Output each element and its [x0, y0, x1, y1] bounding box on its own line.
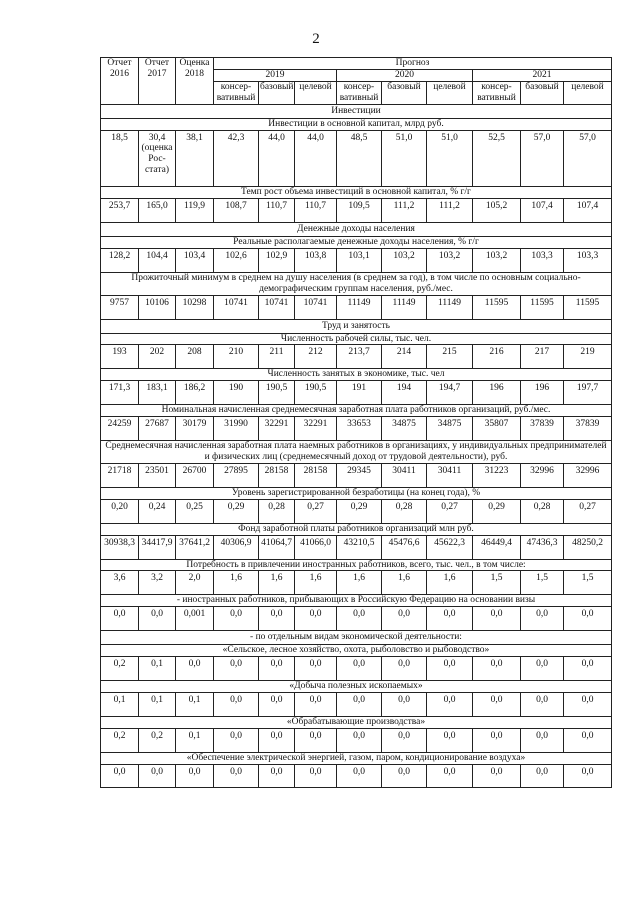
value-cell: 0,0	[214, 692, 259, 716]
value-cell: 41066,0	[295, 535, 337, 559]
value-cell: 1,5	[521, 571, 564, 595]
value-cell: 0,0	[337, 728, 382, 752]
value-cell: 0,0	[382, 764, 427, 788]
value-cell: 0,20	[101, 499, 139, 523]
value-cell: 28158	[295, 463, 337, 487]
value-cell: 0,2	[101, 657, 139, 681]
value-cell: 0,0	[139, 764, 176, 788]
value-cell: 52,5	[473, 130, 521, 187]
value-cell: 0,0	[295, 607, 337, 631]
indicator-label-row	[101, 595, 612, 607]
value-cell: 0,0	[427, 728, 473, 752]
value-cell: 109,5	[337, 199, 382, 223]
table-row	[101, 499, 612, 523]
indicator-label-row	[101, 333, 612, 345]
value-cell: 26700	[176, 463, 214, 487]
value-cell: 219	[564, 345, 612, 369]
value-cell: 128,2	[101, 248, 139, 272]
value-cell: 186,2	[176, 381, 214, 405]
value-cell: 0,0	[259, 692, 295, 716]
table-row	[101, 571, 612, 595]
value-cell: 165,0	[139, 199, 176, 223]
indicator-label-row	[101, 272, 612, 295]
header-variant-target: целевой	[295, 81, 337, 104]
header-variant-target: целевой	[564, 81, 612, 104]
value-cell: 0,0	[382, 692, 427, 716]
value-cell: 0,0	[564, 764, 612, 788]
value-cell: 0,0	[427, 692, 473, 716]
value-cell: 212	[295, 345, 337, 369]
value-cell: 215	[427, 345, 473, 369]
value-cell: 0,29	[473, 499, 521, 523]
value-cell: 11149	[337, 295, 382, 319]
indicator-label-row	[101, 187, 612, 199]
value-cell: 0,28	[382, 499, 427, 523]
value-cell: 11595	[564, 295, 612, 319]
value-cell: 0,0	[337, 692, 382, 716]
value-cell: 30938,3	[101, 535, 139, 559]
value-cell: 10298	[176, 295, 214, 319]
value-cell: 10106	[139, 295, 176, 319]
value-cell: 30179	[176, 417, 214, 441]
value-cell: 190,5	[295, 381, 337, 405]
value-cell: 0,27	[564, 499, 612, 523]
value-cell: 194,7	[427, 381, 473, 405]
value-cell: 37641,2	[176, 535, 214, 559]
value-cell: 0,2	[101, 728, 139, 752]
value-cell: 103,3	[521, 248, 564, 272]
section-row	[101, 631, 612, 645]
indicator-label-row	[101, 752, 612, 764]
value-cell: 51,0	[427, 130, 473, 187]
value-cell: 1,5	[473, 571, 521, 595]
value-cell: 21718	[101, 463, 139, 487]
value-cell: 0,0	[521, 728, 564, 752]
value-cell: 10741	[214, 295, 259, 319]
value-cell: 191	[337, 381, 382, 405]
header-year-2021: 2021	[473, 69, 612, 81]
table-row	[101, 295, 612, 319]
value-cell: 11595	[473, 295, 521, 319]
value-cell: 0,27	[295, 499, 337, 523]
value-cell: 46449,4	[473, 535, 521, 559]
indicator-label-row	[101, 236, 612, 248]
indicator-label-row	[101, 118, 612, 130]
section-title: - по отдельным видам экономической деятельности:	[101, 631, 612, 645]
table-row	[101, 764, 612, 788]
indicator-label: Прожиточный минимум в среднем на душу населения (в среднем за год), в том числе по основным социально-демографическим группам населения, руб./мес.	[101, 272, 612, 295]
page-number: 2	[312, 31, 320, 47]
value-cell: 3,2	[139, 571, 176, 595]
value-cell: 51,0	[382, 130, 427, 187]
value-cell: 0,0	[176, 657, 214, 681]
value-cell: 0,0	[139, 607, 176, 631]
indicator-label: - иностранных работников, прибывающих в Российскую Федерацию на основании визы	[101, 595, 612, 607]
value-cell: 110,7	[295, 199, 337, 223]
section-title: Труд и занятость	[101, 319, 612, 333]
value-cell: 253,7	[101, 199, 139, 223]
section-row	[101, 319, 612, 333]
table-row	[101, 657, 612, 681]
value-cell: 0,0	[259, 728, 295, 752]
value-cell: 1,6	[295, 571, 337, 595]
value-cell: 0,0	[295, 764, 337, 788]
value-cell: 0,24	[139, 499, 176, 523]
section-row	[101, 223, 612, 237]
indicator-label: Номинальная начисленная среднемесячная заработная плата работников организаций, руб./мес.	[101, 405, 612, 417]
value-cell: 42,3	[214, 130, 259, 187]
table-body	[101, 104, 612, 788]
value-cell: 0,0	[521, 657, 564, 681]
value-cell: 103,8	[295, 248, 337, 272]
table-header	[101, 58, 612, 105]
value-cell: 33653	[337, 417, 382, 441]
header-year-2019: 2019	[214, 69, 337, 81]
value-cell: 0,1	[139, 692, 176, 716]
value-cell: 0,1	[176, 728, 214, 752]
value-cell: 193	[101, 345, 139, 369]
value-cell: 57,0	[521, 130, 564, 187]
value-cell: 0,0	[473, 657, 521, 681]
value-cell: 108,7	[214, 199, 259, 223]
value-cell: 110,7	[259, 199, 295, 223]
value-cell: 103,1	[337, 248, 382, 272]
indicator-label-row	[101, 716, 612, 728]
value-cell: 190,5	[259, 381, 295, 405]
header-col-2016: Отчет 2016	[101, 58, 139, 105]
value-cell: 31990	[214, 417, 259, 441]
value-cell: 10741	[259, 295, 295, 319]
value-cell: 35807	[473, 417, 521, 441]
value-cell: 0,0	[259, 607, 295, 631]
value-cell: 214	[382, 345, 427, 369]
value-cell: 0,1	[139, 657, 176, 681]
value-cell: 0,0	[473, 607, 521, 631]
value-cell: 30411	[427, 463, 473, 487]
indicator-label: Численность занятых в экономике, тыс. чел	[101, 369, 612, 381]
indicator-label-row	[101, 487, 612, 499]
value-cell: 45476,6	[382, 535, 427, 559]
value-cell: 0,0	[295, 728, 337, 752]
value-cell: 1,6	[427, 571, 473, 595]
value-cell: 11149	[427, 295, 473, 319]
value-cell: 27895	[214, 463, 259, 487]
indicator-label: «Обеспечение электрической энергией, газом, паром, кондиционирование воздуха»	[101, 752, 612, 764]
value-cell: 0,2	[139, 728, 176, 752]
value-cell: 28158	[259, 463, 295, 487]
value-cell: 103,3	[564, 248, 612, 272]
value-cell: 107,4	[564, 199, 612, 223]
value-cell: 24259	[101, 417, 139, 441]
value-cell: 103,4	[176, 248, 214, 272]
value-cell: 111,2	[382, 199, 427, 223]
indicator-label-row	[101, 441, 612, 464]
value-cell: 0,0	[295, 692, 337, 716]
value-cell: 0,0	[214, 657, 259, 681]
value-cell: 0,0	[564, 692, 612, 716]
value-cell: 41064,7	[259, 535, 295, 559]
value-cell: 103,2	[473, 248, 521, 272]
value-cell: 38,1	[176, 130, 214, 187]
value-cell: 103,2	[382, 248, 427, 272]
header-variant-conservative: консер-вативный	[214, 81, 259, 104]
value-cell: 0,0	[473, 764, 521, 788]
table-row	[101, 381, 612, 405]
value-cell: 27687	[139, 417, 176, 441]
value-cell: 0,0	[259, 657, 295, 681]
value-cell: 10741	[295, 295, 337, 319]
value-cell: 196	[473, 381, 521, 405]
header-variant-conservative: консер-вативный	[337, 81, 382, 104]
value-cell: 107,4	[521, 199, 564, 223]
value-cell: 0,0	[337, 764, 382, 788]
value-cell: 0,0	[521, 607, 564, 631]
value-cell: 0,0	[176, 764, 214, 788]
indicator-label: Темп рост объема инвестиций в основной капитал, % г/г	[101, 187, 612, 199]
header-variant-base: базовый	[259, 81, 295, 104]
value-cell: 0,0	[564, 607, 612, 631]
header-col-2018: Оценка 2018	[176, 58, 214, 105]
value-cell: 1,6	[259, 571, 295, 595]
value-cell: 30,4 (оценка Рос-стата)	[139, 130, 176, 187]
value-cell: 216	[473, 345, 521, 369]
value-cell: 40306,9	[214, 535, 259, 559]
value-cell: 11149	[382, 295, 427, 319]
indicator-label-row	[101, 559, 612, 571]
value-cell: 29345	[337, 463, 382, 487]
value-cell: 197,7	[564, 381, 612, 405]
value-cell: 0,0	[295, 657, 337, 681]
value-cell: 183,1	[139, 381, 176, 405]
header-variant-target: целевой	[427, 81, 473, 104]
value-cell: 34875	[427, 417, 473, 441]
value-cell: 211	[259, 345, 295, 369]
value-cell: 190	[214, 381, 259, 405]
value-cell: 0,0	[473, 728, 521, 752]
header-forecast: Прогноз	[214, 58, 612, 70]
value-cell: 44,0	[295, 130, 337, 187]
indicator-label-row	[101, 405, 612, 417]
table-row	[101, 535, 612, 559]
table-row	[101, 692, 612, 716]
indicator-label: Реальные располагаемые денежные доходы населения, % г/г	[101, 236, 612, 248]
value-cell: 102,9	[259, 248, 295, 272]
indicator-label: Численность рабочей силы, тыс. чел.	[101, 333, 612, 345]
value-cell: 0,0	[101, 607, 139, 631]
value-cell: 0,0	[337, 607, 382, 631]
value-cell: 23501	[139, 463, 176, 487]
table-row	[101, 199, 612, 223]
value-cell: 44,0	[259, 130, 295, 187]
value-cell: 1,6	[382, 571, 427, 595]
value-cell: 2,0	[176, 571, 214, 595]
value-cell: 0,29	[214, 499, 259, 523]
value-cell: 37839	[564, 417, 612, 441]
value-cell: 105,2	[473, 199, 521, 223]
value-cell: 111,2	[427, 199, 473, 223]
indicator-label-row	[101, 680, 612, 692]
value-cell: 0,0	[427, 657, 473, 681]
value-cell: 30411	[382, 463, 427, 487]
value-cell: 171,3	[101, 381, 139, 405]
header-variant-base: базовый	[521, 81, 564, 104]
value-cell: 1,6	[214, 571, 259, 595]
value-cell: 32996	[521, 463, 564, 487]
indicator-label: «Обрабатывающие производства»	[101, 716, 612, 728]
value-cell: 32291	[259, 417, 295, 441]
value-cell: 0,0	[427, 607, 473, 631]
value-cell: 0,0	[521, 764, 564, 788]
indicator-label: Уровень зарегистрированной безработицы (на конец года), %	[101, 487, 612, 499]
value-cell: 194	[382, 381, 427, 405]
value-cell: 103,2	[427, 248, 473, 272]
value-cell: 48,5	[337, 130, 382, 187]
table-row	[101, 607, 612, 631]
value-cell: 0,0	[564, 728, 612, 752]
value-cell: 48250,2	[564, 535, 612, 559]
value-cell: 0,0	[214, 764, 259, 788]
value-cell: 1,5	[564, 571, 612, 595]
value-cell: 0,0	[382, 607, 427, 631]
value-cell: 0,0	[214, 728, 259, 752]
value-cell: 213,7	[337, 345, 382, 369]
value-cell: 0,0	[564, 657, 612, 681]
value-cell: 0,0	[259, 764, 295, 788]
value-cell: 0,0	[427, 764, 473, 788]
table-row	[101, 130, 612, 187]
value-cell: 43210,5	[337, 535, 382, 559]
value-cell: 0,001	[176, 607, 214, 631]
value-cell: 57,0	[564, 130, 612, 187]
section-title: Денежные доходы населения	[101, 223, 612, 237]
value-cell: 202	[139, 345, 176, 369]
value-cell: 34417,9	[139, 535, 176, 559]
value-cell: 0,25	[176, 499, 214, 523]
value-cell: 0,27	[427, 499, 473, 523]
value-cell: 37839	[521, 417, 564, 441]
value-cell: 34875	[382, 417, 427, 441]
value-cell: 104,4	[139, 248, 176, 272]
value-cell: 11595	[521, 295, 564, 319]
value-cell: 0,0	[337, 657, 382, 681]
value-cell: 0,28	[259, 499, 295, 523]
value-cell: 217	[521, 345, 564, 369]
value-cell: 0,0	[101, 764, 139, 788]
section-title: Инвестиции	[101, 104, 612, 118]
indicator-label: Среднемесячная начисленная заработная плата наемных работников в организациях, у индивидуальных предпринимателей и физических лиц (среднемесячный доход от трудовой деятельности), руб.	[101, 441, 612, 464]
indicator-label: «Сельское, лесное хозяйство, охота, рыболовство и рыбоводство»	[101, 645, 612, 657]
value-cell: 3,6	[101, 571, 139, 595]
value-cell: 119,9	[176, 199, 214, 223]
value-cell: 210	[214, 345, 259, 369]
indicator-label-row	[101, 645, 612, 657]
value-cell: 0,29	[337, 499, 382, 523]
value-cell: 9757	[101, 295, 139, 319]
header-variant-conservative: консер-вативный	[473, 81, 521, 104]
table-row	[101, 728, 612, 752]
value-cell: 0,1	[176, 692, 214, 716]
section-row	[101, 104, 612, 118]
value-cell: 0,1	[101, 692, 139, 716]
header-year-2020: 2020	[337, 69, 473, 81]
value-cell: 0,0	[214, 607, 259, 631]
indicator-label: Потребность в привлечении иностранных работников, всего, тыс. чел., в том числе:	[101, 559, 612, 571]
header-variant-base: базовый	[382, 81, 427, 104]
value-cell: 0,28	[521, 499, 564, 523]
value-cell: 0,0	[521, 692, 564, 716]
value-cell: 208	[176, 345, 214, 369]
table-row	[101, 417, 612, 441]
table-row	[101, 345, 612, 369]
indicator-label: «Добыча полезных ископаемых»	[101, 680, 612, 692]
table-row	[101, 248, 612, 272]
table-row	[101, 463, 612, 487]
value-cell: 0,0	[382, 728, 427, 752]
value-cell: 102,6	[214, 248, 259, 272]
indicator-label: Инвестиции в основной капитал, млрд руб.	[101, 118, 612, 130]
indicator-label: Фонд заработной платы работников организаций млн руб.	[101, 523, 612, 535]
value-cell: 18,5	[101, 130, 139, 187]
value-cell: 31223	[473, 463, 521, 487]
indicator-label-row	[101, 369, 612, 381]
value-cell: 0,0	[382, 657, 427, 681]
value-cell: 196	[521, 381, 564, 405]
value-cell: 0,0	[473, 692, 521, 716]
value-cell: 45622,3	[427, 535, 473, 559]
value-cell: 47436,3	[521, 535, 564, 559]
value-cell: 1,6	[337, 571, 382, 595]
header-col-2017: Отчет 2017	[139, 58, 176, 105]
forecast-table	[100, 57, 612, 788]
indicator-label-row	[101, 523, 612, 535]
value-cell: 32996	[564, 463, 612, 487]
value-cell: 32291	[295, 417, 337, 441]
